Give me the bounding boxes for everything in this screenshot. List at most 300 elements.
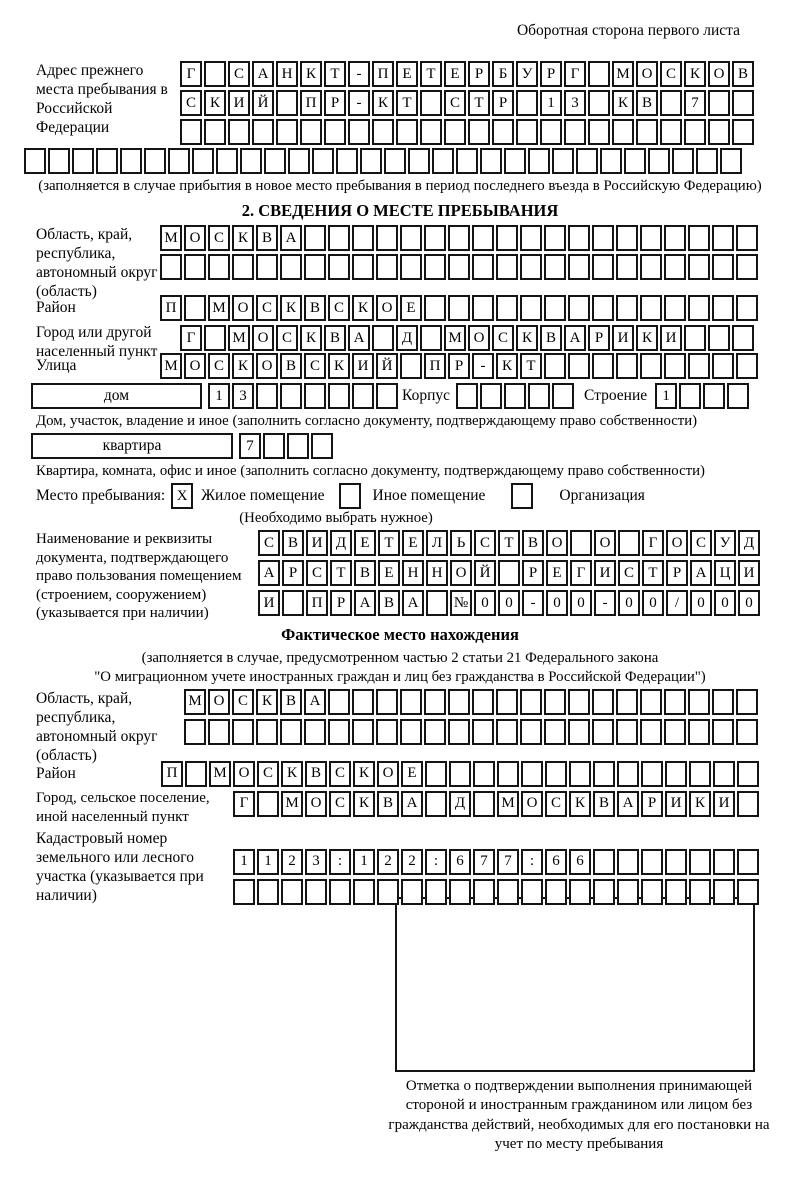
char-box[interactable]	[568, 225, 590, 251]
char-box[interactable]: 0	[690, 590, 712, 616]
char-box[interactable]	[352, 225, 374, 251]
char-box[interactable]: М	[184, 689, 206, 715]
char-box[interactable]	[570, 530, 592, 556]
char-box[interactable]: -	[472, 353, 494, 379]
char-box[interactable]	[689, 761, 711, 787]
char-box[interactable]	[504, 148, 526, 174]
char-box[interactable]	[282, 590, 304, 616]
char-box[interactable]: Т	[396, 90, 418, 116]
char-box[interactable]	[376, 719, 398, 745]
char-box[interactable]	[24, 148, 46, 174]
char-box[interactable]: И	[594, 560, 616, 586]
char-box[interactable]: С	[232, 689, 254, 715]
char-box[interactable]: К	[281, 761, 303, 787]
char-box[interactable]	[168, 148, 190, 174]
char-box[interactable]: С	[618, 560, 640, 586]
char-box[interactable]	[208, 719, 230, 745]
char-box[interactable]	[664, 295, 686, 321]
char-box[interactable]: С	[180, 90, 202, 116]
char-box[interactable]: Т	[378, 530, 400, 556]
char-box[interactable]	[400, 353, 422, 379]
char-box[interactable]: Й	[376, 353, 398, 379]
char-box[interactable]: Г	[570, 560, 592, 586]
char-box[interactable]	[360, 148, 382, 174]
char-box[interactable]	[636, 119, 658, 145]
char-box[interactable]	[424, 225, 446, 251]
char-box[interactable]: К	[353, 791, 375, 817]
char-box[interactable]	[264, 148, 286, 174]
char-box[interactable]	[712, 225, 734, 251]
char-box[interactable]	[376, 225, 398, 251]
char-box[interactable]: В	[324, 325, 346, 351]
char-box[interactable]: М	[160, 353, 182, 379]
char-box[interactable]: П	[161, 761, 183, 787]
char-box[interactable]	[400, 225, 422, 251]
char-box[interactable]: У	[516, 61, 538, 87]
char-box[interactable]	[660, 90, 682, 116]
char-box[interactable]	[384, 148, 406, 174]
char-box[interactable]: Г	[233, 791, 255, 817]
char-box[interactable]	[216, 148, 238, 174]
char-box[interactable]	[468, 119, 490, 145]
char-box[interactable]: Р	[448, 353, 470, 379]
char-box[interactable]	[472, 254, 494, 280]
char-box[interactable]	[713, 761, 735, 787]
char-box[interactable]	[376, 689, 398, 715]
char-box[interactable]	[544, 353, 566, 379]
char-box[interactable]: 7	[497, 849, 519, 875]
char-box[interactable]: Й	[252, 90, 274, 116]
char-box[interactable]	[684, 119, 706, 145]
char-box[interactable]	[616, 295, 638, 321]
char-box[interactable]	[184, 295, 206, 321]
char-box[interactable]	[521, 761, 543, 787]
char-box[interactable]	[48, 148, 70, 174]
char-box[interactable]	[376, 383, 398, 409]
char-box[interactable]	[593, 879, 615, 905]
char-box[interactable]	[280, 383, 302, 409]
char-box[interactable]: 0	[714, 590, 736, 616]
char-box[interactable]	[311, 433, 333, 459]
char-box[interactable]: С	[258, 530, 280, 556]
char-box[interactable]	[708, 325, 730, 351]
char-box[interactable]	[592, 254, 614, 280]
char-box[interactable]: К	[684, 61, 706, 87]
char-box[interactable]: С	[276, 325, 298, 351]
char-box[interactable]	[528, 383, 550, 409]
char-box[interactable]	[696, 148, 718, 174]
char-box[interactable]	[617, 761, 639, 787]
char-box[interactable]	[520, 254, 542, 280]
char-box[interactable]	[737, 849, 759, 875]
char-box[interactable]: С	[545, 791, 567, 817]
char-box[interactable]: К	[204, 90, 226, 116]
char-box[interactable]	[328, 719, 350, 745]
char-box[interactable]: К	[496, 353, 518, 379]
char-box[interactable]: А	[304, 689, 326, 715]
char-box[interactable]: С	[690, 530, 712, 556]
char-box[interactable]: К	[516, 325, 538, 351]
char-box[interactable]	[568, 254, 590, 280]
char-box[interactable]	[720, 148, 742, 174]
char-box[interactable]	[712, 254, 734, 280]
char-box[interactable]: А	[564, 325, 586, 351]
char-box[interactable]: А	[252, 61, 274, 87]
char-box[interactable]	[353, 879, 375, 905]
char-box[interactable]: О	[208, 689, 230, 715]
char-box[interactable]	[640, 225, 662, 251]
char-box[interactable]: Е	[546, 560, 568, 586]
char-box[interactable]	[640, 295, 662, 321]
char-box[interactable]	[256, 254, 278, 280]
char-box[interactable]: 1	[233, 849, 255, 875]
char-box[interactable]	[401, 879, 423, 905]
char-box[interactable]	[420, 90, 442, 116]
char-box[interactable]	[712, 719, 734, 745]
char-box[interactable]: Е	[401, 761, 423, 787]
char-box[interactable]: Т	[468, 90, 490, 116]
char-box[interactable]: В	[305, 761, 327, 787]
char-box[interactable]: Е	[402, 530, 424, 556]
char-box[interactable]	[184, 719, 206, 745]
char-box[interactable]: О	[450, 560, 472, 586]
char-box[interactable]: С	[257, 761, 279, 787]
char-box[interactable]	[449, 761, 471, 787]
char-box[interactable]	[736, 254, 758, 280]
char-box[interactable]	[689, 849, 711, 875]
char-box[interactable]: И	[258, 590, 280, 616]
char-box[interactable]	[712, 353, 734, 379]
char-box[interactable]	[520, 719, 542, 745]
char-box[interactable]: К	[689, 791, 711, 817]
char-box[interactable]: С	[306, 560, 328, 586]
char-box[interactable]: Д	[396, 325, 418, 351]
char-box[interactable]	[480, 383, 502, 409]
char-box[interactable]	[564, 119, 586, 145]
char-box[interactable]: И	[228, 90, 250, 116]
char-box[interactable]	[425, 761, 447, 787]
char-box[interactable]: С	[329, 761, 351, 787]
char-box[interactable]	[737, 761, 759, 787]
char-box[interactable]	[184, 254, 206, 280]
char-box[interactable]	[616, 353, 638, 379]
char-box[interactable]: С	[660, 61, 682, 87]
char-box[interactable]	[304, 254, 326, 280]
char-box[interactable]: Р	[324, 90, 346, 116]
char-box[interactable]	[684, 325, 706, 351]
char-box[interactable]: К	[280, 295, 302, 321]
char-box[interactable]: О	[636, 61, 658, 87]
char-box[interactable]	[329, 879, 351, 905]
char-box[interactable]	[496, 719, 518, 745]
char-box[interactable]: 3	[305, 849, 327, 875]
char-box[interactable]	[424, 295, 446, 321]
char-box[interactable]: Т	[420, 61, 442, 87]
char-box[interactable]	[144, 148, 166, 174]
char-box[interactable]	[641, 879, 663, 905]
char-box[interactable]	[420, 119, 442, 145]
char-box[interactable]	[593, 761, 615, 787]
char-box[interactable]	[192, 148, 214, 174]
char-box[interactable]	[496, 225, 518, 251]
char-box[interactable]: П	[160, 295, 182, 321]
char-box[interactable]	[660, 119, 682, 145]
char-box[interactable]: 0	[498, 590, 520, 616]
char-box[interactable]	[472, 225, 494, 251]
char-box[interactable]: О	[708, 61, 730, 87]
char-box[interactable]	[472, 689, 494, 715]
char-box[interactable]: 6	[545, 849, 567, 875]
char-box[interactable]: Е	[354, 530, 376, 556]
char-box[interactable]	[276, 90, 298, 116]
char-box[interactable]	[497, 761, 519, 787]
char-box[interactable]	[688, 254, 710, 280]
char-box[interactable]	[545, 879, 567, 905]
char-box[interactable]	[424, 719, 446, 745]
char-box[interactable]	[372, 325, 394, 351]
char-box[interactable]	[288, 148, 310, 174]
char-box[interactable]: О	[305, 791, 327, 817]
char-box[interactable]: 0	[642, 590, 664, 616]
char-box[interactable]: В	[280, 689, 302, 715]
char-box[interactable]	[257, 791, 279, 817]
char-box[interactable]	[424, 689, 446, 715]
char-box[interactable]	[120, 148, 142, 174]
char-box[interactable]: В	[354, 560, 376, 586]
char-box[interactable]: 1	[353, 849, 375, 875]
char-box[interactable]	[328, 254, 350, 280]
char-box[interactable]	[352, 719, 374, 745]
char-box[interactable]	[672, 148, 694, 174]
char-box[interactable]	[520, 295, 542, 321]
char-box[interactable]	[736, 719, 758, 745]
char-box[interactable]	[72, 148, 94, 174]
char-box[interactable]	[520, 225, 542, 251]
char-box[interactable]: В	[540, 325, 562, 351]
char-box[interactable]	[425, 791, 447, 817]
char-box[interactable]	[648, 148, 670, 174]
char-box[interactable]	[616, 254, 638, 280]
char-box[interactable]	[688, 689, 710, 715]
char-box[interactable]	[305, 879, 327, 905]
char-box[interactable]: О	[468, 325, 490, 351]
char-box[interactable]: №	[450, 590, 472, 616]
char-box[interactable]	[352, 689, 374, 715]
char-box[interactable]: В	[378, 590, 400, 616]
char-box[interactable]	[688, 719, 710, 745]
char-box[interactable]	[568, 719, 590, 745]
char-box[interactable]	[592, 225, 614, 251]
char-box[interactable]	[736, 225, 758, 251]
char-box[interactable]: О	[376, 295, 398, 321]
char-box[interactable]: М	[612, 61, 634, 87]
residential-checkbox[interactable]: X	[171, 483, 193, 509]
char-box[interactable]	[473, 761, 495, 787]
char-box[interactable]	[736, 295, 758, 321]
char-box[interactable]: А	[402, 590, 424, 616]
char-box[interactable]	[204, 61, 226, 87]
char-box[interactable]	[448, 295, 470, 321]
char-box[interactable]	[448, 719, 470, 745]
char-box[interactable]	[304, 383, 326, 409]
char-box[interactable]	[256, 383, 278, 409]
other-premises-checkbox[interactable]	[339, 483, 361, 509]
char-box[interactable]: С	[328, 295, 350, 321]
char-box[interactable]	[252, 119, 274, 145]
char-box[interactable]	[240, 148, 262, 174]
char-box[interactable]	[640, 254, 662, 280]
char-box[interactable]: С	[492, 325, 514, 351]
char-box[interactable]	[426, 590, 448, 616]
char-box[interactable]: М	[281, 791, 303, 817]
char-box[interactable]: Ь	[450, 530, 472, 556]
char-box[interactable]	[328, 225, 350, 251]
char-box[interactable]	[328, 689, 350, 715]
char-box[interactable]	[160, 254, 182, 280]
char-box[interactable]: О	[184, 225, 206, 251]
char-box[interactable]	[228, 119, 250, 145]
char-box[interactable]	[492, 119, 514, 145]
char-box[interactable]	[472, 295, 494, 321]
char-box[interactable]: П	[372, 61, 394, 87]
char-box[interactable]	[520, 689, 542, 715]
char-box[interactable]: Е	[396, 61, 418, 87]
char-box[interactable]: О	[666, 530, 688, 556]
char-box[interactable]: Р	[588, 325, 610, 351]
char-box[interactable]: В	[636, 90, 658, 116]
char-box[interactable]	[708, 90, 730, 116]
char-box[interactable]	[324, 119, 346, 145]
char-box[interactable]: И	[738, 560, 760, 586]
char-box[interactable]	[312, 148, 334, 174]
char-box[interactable]: :	[521, 849, 543, 875]
char-box[interactable]: К	[300, 325, 322, 351]
char-box[interactable]: Д	[330, 530, 352, 556]
char-box[interactable]: С	[304, 353, 326, 379]
char-box[interactable]: Т	[520, 353, 542, 379]
char-box[interactable]: К	[569, 791, 591, 817]
char-box[interactable]: 3	[564, 90, 586, 116]
char-box[interactable]: В	[280, 353, 302, 379]
char-box[interactable]: В	[282, 530, 304, 556]
char-box[interactable]	[348, 119, 370, 145]
char-box[interactable]	[473, 791, 495, 817]
char-box[interactable]	[232, 719, 254, 745]
char-box[interactable]: Б	[492, 61, 514, 87]
char-box[interactable]: О	[233, 761, 255, 787]
char-box[interactable]: Р	[330, 590, 352, 616]
char-box[interactable]	[641, 849, 663, 875]
char-box[interactable]	[280, 254, 302, 280]
char-box[interactable]: 6	[569, 849, 591, 875]
char-box[interactable]	[712, 689, 734, 715]
char-box[interactable]	[256, 719, 278, 745]
char-box[interactable]	[497, 879, 519, 905]
char-box[interactable]	[544, 295, 566, 321]
char-box[interactable]	[727, 383, 749, 409]
char-box[interactable]: 7	[239, 433, 261, 459]
char-box[interactable]	[280, 719, 302, 745]
char-box[interactable]	[544, 254, 566, 280]
char-box[interactable]	[204, 325, 226, 351]
char-box[interactable]: К	[372, 90, 394, 116]
char-box[interactable]: О	[546, 530, 568, 556]
char-box[interactable]: В	[593, 791, 615, 817]
char-box[interactable]	[600, 148, 622, 174]
char-box[interactable]	[496, 254, 518, 280]
char-box[interactable]	[372, 119, 394, 145]
char-box[interactable]: -	[348, 61, 370, 87]
char-box[interactable]: А	[690, 560, 712, 586]
char-box[interactable]: И	[713, 791, 735, 817]
char-box[interactable]: Ц	[714, 560, 736, 586]
char-box[interactable]	[528, 148, 550, 174]
char-box[interactable]: И	[660, 325, 682, 351]
char-box[interactable]	[688, 295, 710, 321]
char-box[interactable]: Т	[324, 61, 346, 87]
char-box[interactable]	[263, 433, 285, 459]
char-box[interactable]: А	[617, 791, 639, 817]
char-box[interactable]	[480, 148, 502, 174]
char-box[interactable]: О	[252, 325, 274, 351]
char-box[interactable]: С	[256, 295, 278, 321]
char-box[interactable]	[664, 353, 686, 379]
char-box[interactable]	[616, 719, 638, 745]
char-box[interactable]	[96, 148, 118, 174]
char-box[interactable]	[568, 295, 590, 321]
char-box[interactable]: В	[377, 791, 399, 817]
char-box[interactable]: К	[352, 295, 374, 321]
char-box[interactable]	[287, 433, 309, 459]
char-box[interactable]	[504, 383, 526, 409]
char-box[interactable]: 7	[473, 849, 495, 875]
char-box[interactable]	[204, 119, 226, 145]
char-box[interactable]	[665, 761, 687, 787]
char-box[interactable]: -	[594, 590, 616, 616]
char-box[interactable]	[641, 761, 663, 787]
char-box[interactable]	[612, 119, 634, 145]
char-box[interactable]	[665, 849, 687, 875]
char-box[interactable]: О	[232, 295, 254, 321]
char-box[interactable]	[736, 353, 758, 379]
char-box[interactable]	[617, 849, 639, 875]
char-box[interactable]: В	[522, 530, 544, 556]
char-box[interactable]	[664, 689, 686, 715]
char-box[interactable]	[592, 353, 614, 379]
char-box[interactable]: М	[160, 225, 182, 251]
char-box[interactable]: А	[348, 325, 370, 351]
char-box[interactable]: К	[353, 761, 375, 787]
char-box[interactable]	[736, 689, 758, 715]
char-box[interactable]: 0	[570, 590, 592, 616]
char-box[interactable]	[737, 879, 759, 905]
char-box[interactable]	[593, 849, 615, 875]
char-box[interactable]: 2	[281, 849, 303, 875]
char-box[interactable]: Т	[642, 560, 664, 586]
char-box[interactable]: 7	[684, 90, 706, 116]
char-box[interactable]	[708, 119, 730, 145]
char-box[interactable]: О	[521, 791, 543, 817]
char-box[interactable]: 6	[449, 849, 471, 875]
char-box[interactable]	[544, 719, 566, 745]
char-box[interactable]: Г	[564, 61, 586, 87]
char-box[interactable]: Д	[449, 791, 471, 817]
char-box[interactable]	[276, 119, 298, 145]
char-box[interactable]: В	[256, 225, 278, 251]
char-box[interactable]: С	[444, 90, 466, 116]
char-box[interactable]: И	[665, 791, 687, 817]
char-box[interactable]	[544, 689, 566, 715]
